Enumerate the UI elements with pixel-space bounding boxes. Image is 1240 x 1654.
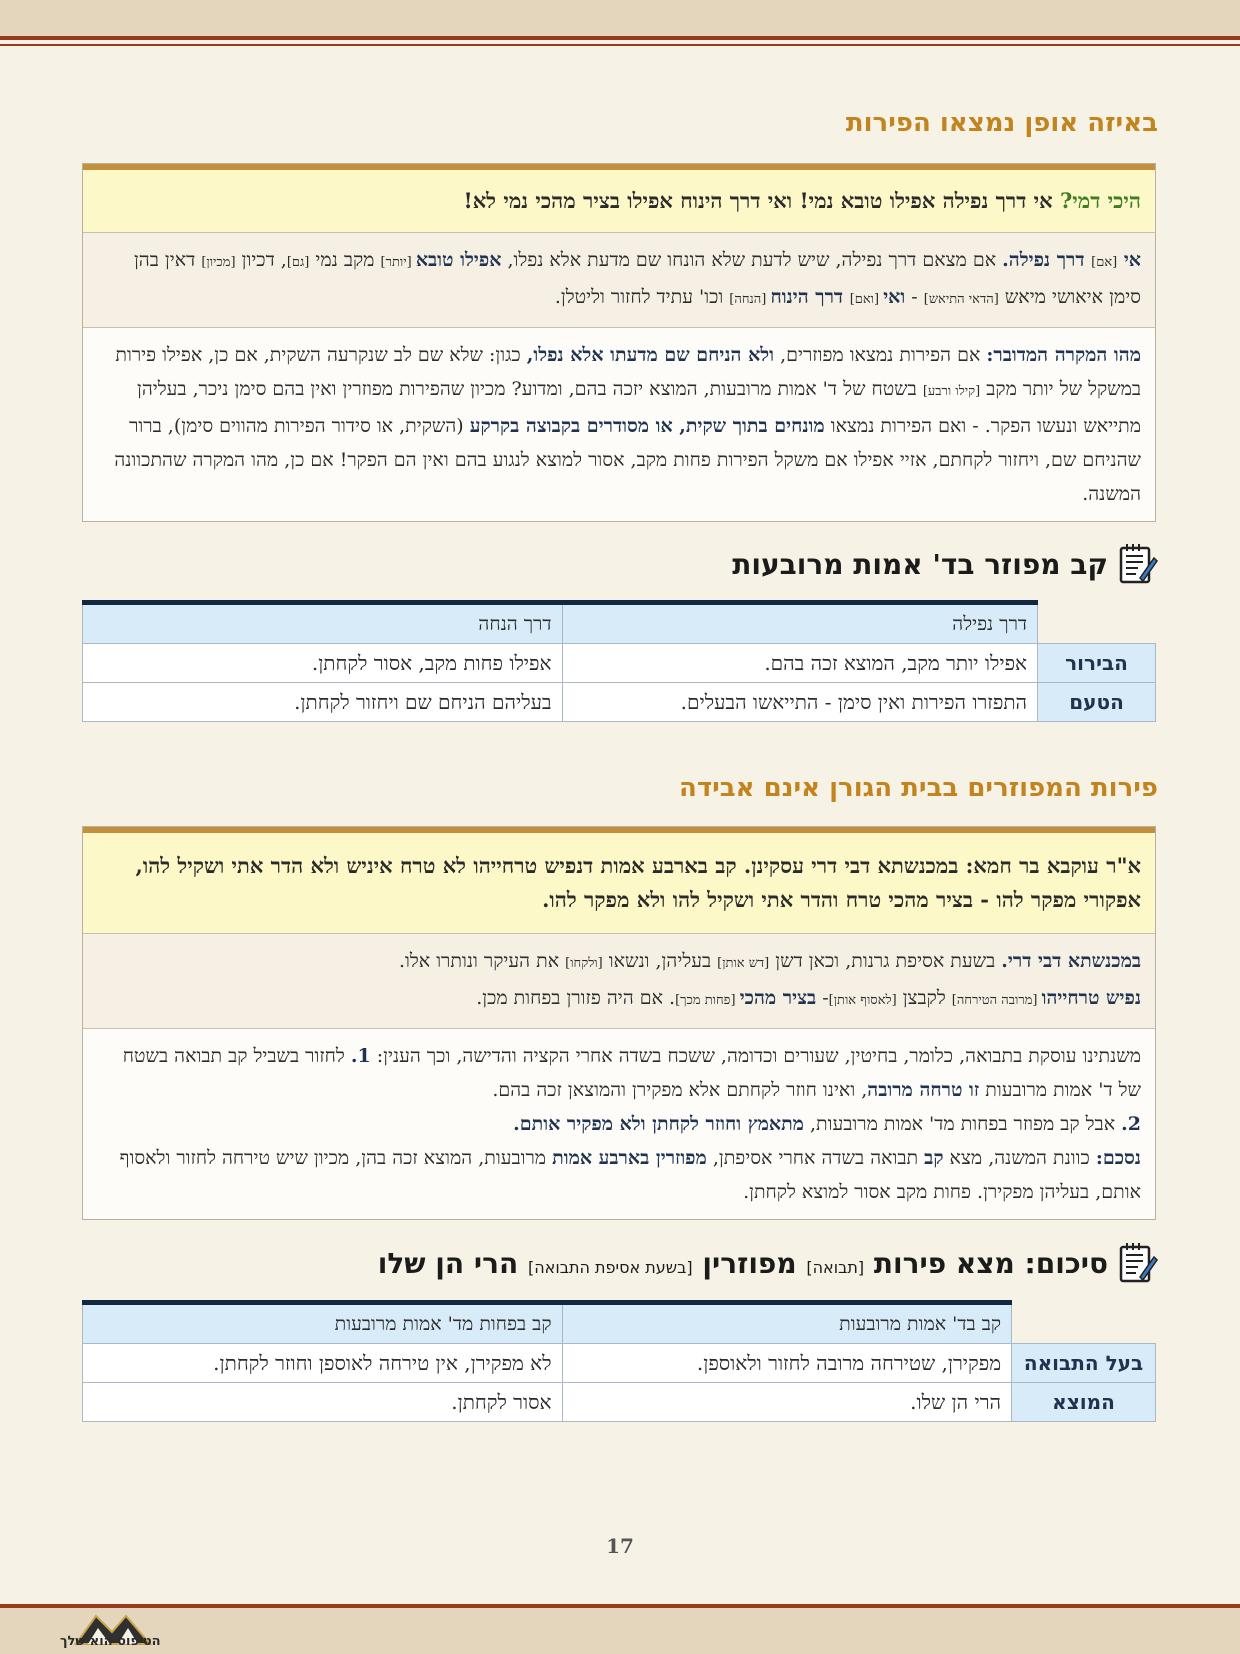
term: ואי <box>883 286 906 308</box>
text: לחזור בשביל קב תבואה בשטח של ד' אמות מרובעות <box>122 1045 1141 1101</box>
text: , ואינו חוזר לקחתם אלא מפקירן והמוצאן זכה בהם. <box>492 1079 868 1101</box>
term: מהו המקרה המדובר: <box>986 344 1141 366</box>
gloss: [לאסוף אותן] <box>828 993 897 1008</box>
table-cell: אסור לקחתן. <box>83 1383 563 1422</box>
table-cell: אפילו פחות מקב, אסור לקחתן. <box>83 644 563 683</box>
text: - <box>905 286 924 308</box>
term: דרך הינוח <box>770 286 850 308</box>
text: כוונת המשנה, מצא <box>943 1147 1096 1169</box>
gemara-question <box>83 170 1155 233</box>
bottom-parchment-band <box>0 1608 1240 1654</box>
term: זו טרחה מרובה <box>867 1079 980 1101</box>
term: 1. <box>350 1045 371 1067</box>
col-header: קב בד' אמות מרובעות <box>562 1303 1012 1344</box>
col-header: דרך הנחה <box>83 603 563 644</box>
explanation-block <box>83 1029 1155 1219</box>
subheading-2 <box>378 1241 1158 1285</box>
text: אם הפירות נמצאו מפוזרים, <box>774 344 987 366</box>
summary-gloss: [תבואה] <box>806 1257 865 1277</box>
text: דאין בהן סימן איאושי מיאש <box>133 249 1141 308</box>
gloss: [מרובה הטירחה] <box>951 993 1042 1008</box>
subheading-title: קב מפוזר בד' אמות מרובעות <box>732 547 1108 581</box>
text: לקבצן <box>896 987 952 1009</box>
section-title-1: באיזה אופן נמצאו הפירות <box>845 108 1158 138</box>
question-text: אי דרך נפילה אפילו טובא נמי! ואי דרך הינוח אפילו בציר מהכי נמי לא! <box>463 188 1060 213</box>
table-cell: הרי הן שלו. <box>562 1383 1012 1422</box>
table-cell: בעליהם הניחם שם ויחזור לקחתן. <box>83 683 563 722</box>
text: כגון: שלא שם לב שנקרעה השקית, אם כן, אפילו פירות במשקל של יותר מקב <box>115 344 1141 400</box>
notepad-pencil-icon <box>1118 1241 1158 1285</box>
text: את העיקר ונותרו אלו. <box>398 950 566 972</box>
term: אי <box>1117 249 1141 271</box>
term: מפוזרין בארבע אמות <box>552 1147 707 1169</box>
text: , דכיון <box>235 249 287 271</box>
term: קב <box>924 1147 944 1169</box>
term: 2. <box>1121 1113 1141 1135</box>
gloss: [הדאי התיאש] <box>923 292 999 307</box>
table-cell: מפקירן, שטירחה מרובה לחזור ולאוספן. <box>562 1344 1012 1383</box>
term: מתאמץ וחוזר לקחתן ולא מפקיר אותם. <box>513 1113 804 1135</box>
row-header: הטעם <box>1038 683 1156 722</box>
table-header-row <box>83 603 1156 644</box>
subheading-1 <box>732 542 1158 586</box>
empty-corner <box>1038 603 1156 644</box>
row-header: בעל התבואה <box>1012 1344 1156 1383</box>
term: נסכם: <box>1095 1147 1141 1169</box>
gemara-text: א"ר עוקבא בר חמא: במכנשתא דבי דרי עסקינן. קב בארבע אמות דנפיש טרחייהו לא טרח איניש ולא הדר אתי ושקיל להו, אפקורי מפקר להו - בציר מהכי טרח והדר אתי ושקיל להו ולא מפקר להו. <box>83 833 1155 934</box>
text: . אם היה פזורן בפחות מכן. <box>476 987 676 1009</box>
logo-text: הטיפוס הוא שלך <box>60 1634 161 1649</box>
text: מרובעות, המוצא זכה בהן, מכיון שיש טירחה לחזור ולאסוף אותם, בעליהן מפקירן. פחות מקב אסור למוצא לקחתן. <box>119 1147 1141 1203</box>
summary-part: הרי הן שלו <box>377 1246 528 1280</box>
term: בציר מהכי <box>739 987 817 1009</box>
gloss: [הנחה] <box>729 292 771 307</box>
commentary-line <box>97 981 1141 1018</box>
col-header: קב בפחות מד' אמות מרובעות <box>83 1303 563 1344</box>
commentary-block <box>83 934 1155 1029</box>
term: דרך נפילה. <box>1002 249 1092 271</box>
question-prefix: היכי דמי? <box>1059 188 1141 213</box>
text: תבואה בשדה אחרי אסיפתן, <box>706 1147 925 1169</box>
table-row <box>83 1344 1156 1383</box>
table-row <box>83 683 1156 722</box>
term: ולא הניחם שם מדעתו אלא נפלו, <box>526 344 775 366</box>
summary-part: סיכום: מצא פירות <box>873 1246 1108 1280</box>
gloss: [ואם] <box>849 292 884 307</box>
gloss: [ולקחו] <box>565 956 603 971</box>
term: אפילו טובא <box>415 249 502 271</box>
term: נפיש טרחייהו <box>1041 987 1141 1009</box>
page-number: 17 <box>606 1534 634 1558</box>
text: בעליהן, ונשאו <box>602 950 718 972</box>
table-row <box>83 644 1156 683</box>
summary-gloss: [בשעת אסיפת התבואה] <box>527 1257 693 1277</box>
row-header: הבירור <box>1038 644 1156 683</box>
section1-box <box>82 163 1156 522</box>
gloss: [יותר] <box>380 255 416 270</box>
table-1 <box>82 600 1156 722</box>
table-cell: אפילו יותר מקב, המוצא זכה בהם. <box>562 644 1038 683</box>
gloss: [פחות מכך] <box>675 993 740 1008</box>
table-row <box>83 1383 1156 1422</box>
row-header: המוצא <box>1012 1383 1156 1422</box>
summary-part: מפוזרין <box>692 1246 807 1280</box>
section-title-2: פירות המפוזרים בבית הגורן אינם אבידה <box>678 773 1158 803</box>
commentary-line <box>97 944 1141 981</box>
text: בשטח של ד' אמות מרובעות, המוצא יזכה בהם, ומדוע? מכיון שהפירות מפוזרין ואין בהם סימן ניכר, בעליהן מתייאש ונעשו הפקר. - ואם הפירות נמצאו <box>137 378 1141 437</box>
gloss: [קילו ורבע] <box>922 384 981 399</box>
table-2 <box>82 1300 1156 1422</box>
gloss: [דש אותן] <box>717 956 770 971</box>
text: אם מצאם דרך נפילה, שיש לדעת שלא הונחו שם מדעת אלא נפלו, <box>501 249 1003 271</box>
table-header-row <box>83 1303 1156 1344</box>
empty-corner <box>1012 1303 1156 1344</box>
text: אבל קב מפוזר בפחות מד' אמות מרובעות, <box>803 1113 1122 1135</box>
term: במכנשתא דבי דרי. <box>1001 950 1141 972</box>
text: משנתינו עוסקת בתבואה, כלומר, בחיטין, שעורים וכדומה, ששכח בשדה אחרי הקציה והדישה, וכך הענין: <box>370 1045 1141 1067</box>
text: (השקית, או סידור הפירות מהווים סימן), ברור שהניחם שם, ויחזור לקחתם, אזיי אפילו אם משקל הפירות פחות מקב, אסור למוצא לנגוע בהם ואין הם הפקר! אם כן, מהו המקרה שהתכוונה המשנה. <box>114 415 1141 505</box>
text: בשעת אסיפת גרנות, וכאן דשן <box>769 950 1002 972</box>
text: וכו' עתיד לחזור וליטלן. <box>554 286 730 308</box>
gloss: [אם] <box>1091 255 1118 270</box>
text: - <box>816 987 829 1009</box>
text: מקב נמי <box>309 249 381 271</box>
summary-title <box>378 1247 1108 1280</box>
gloss: [מכיון] <box>201 255 236 270</box>
notepad-pencil-icon <box>1118 542 1158 586</box>
explanation-block <box>83 328 1155 521</box>
table-cell: התפזרו הפירות ואין סימן - התייאשו הבעלים. <box>562 683 1038 722</box>
commentary-block <box>83 233 1155 328</box>
term: מונחים בתוך שקית, או מסודרים בקבוצה בקרקע <box>469 415 825 437</box>
gloss: [גם] <box>286 255 310 270</box>
col-header: דרך נפילה <box>562 603 1038 644</box>
section2-box <box>82 826 1156 1220</box>
table-cell: לא מפקירן, אין טירחה לאוספן וחוזר לקחתן. <box>83 1344 563 1383</box>
